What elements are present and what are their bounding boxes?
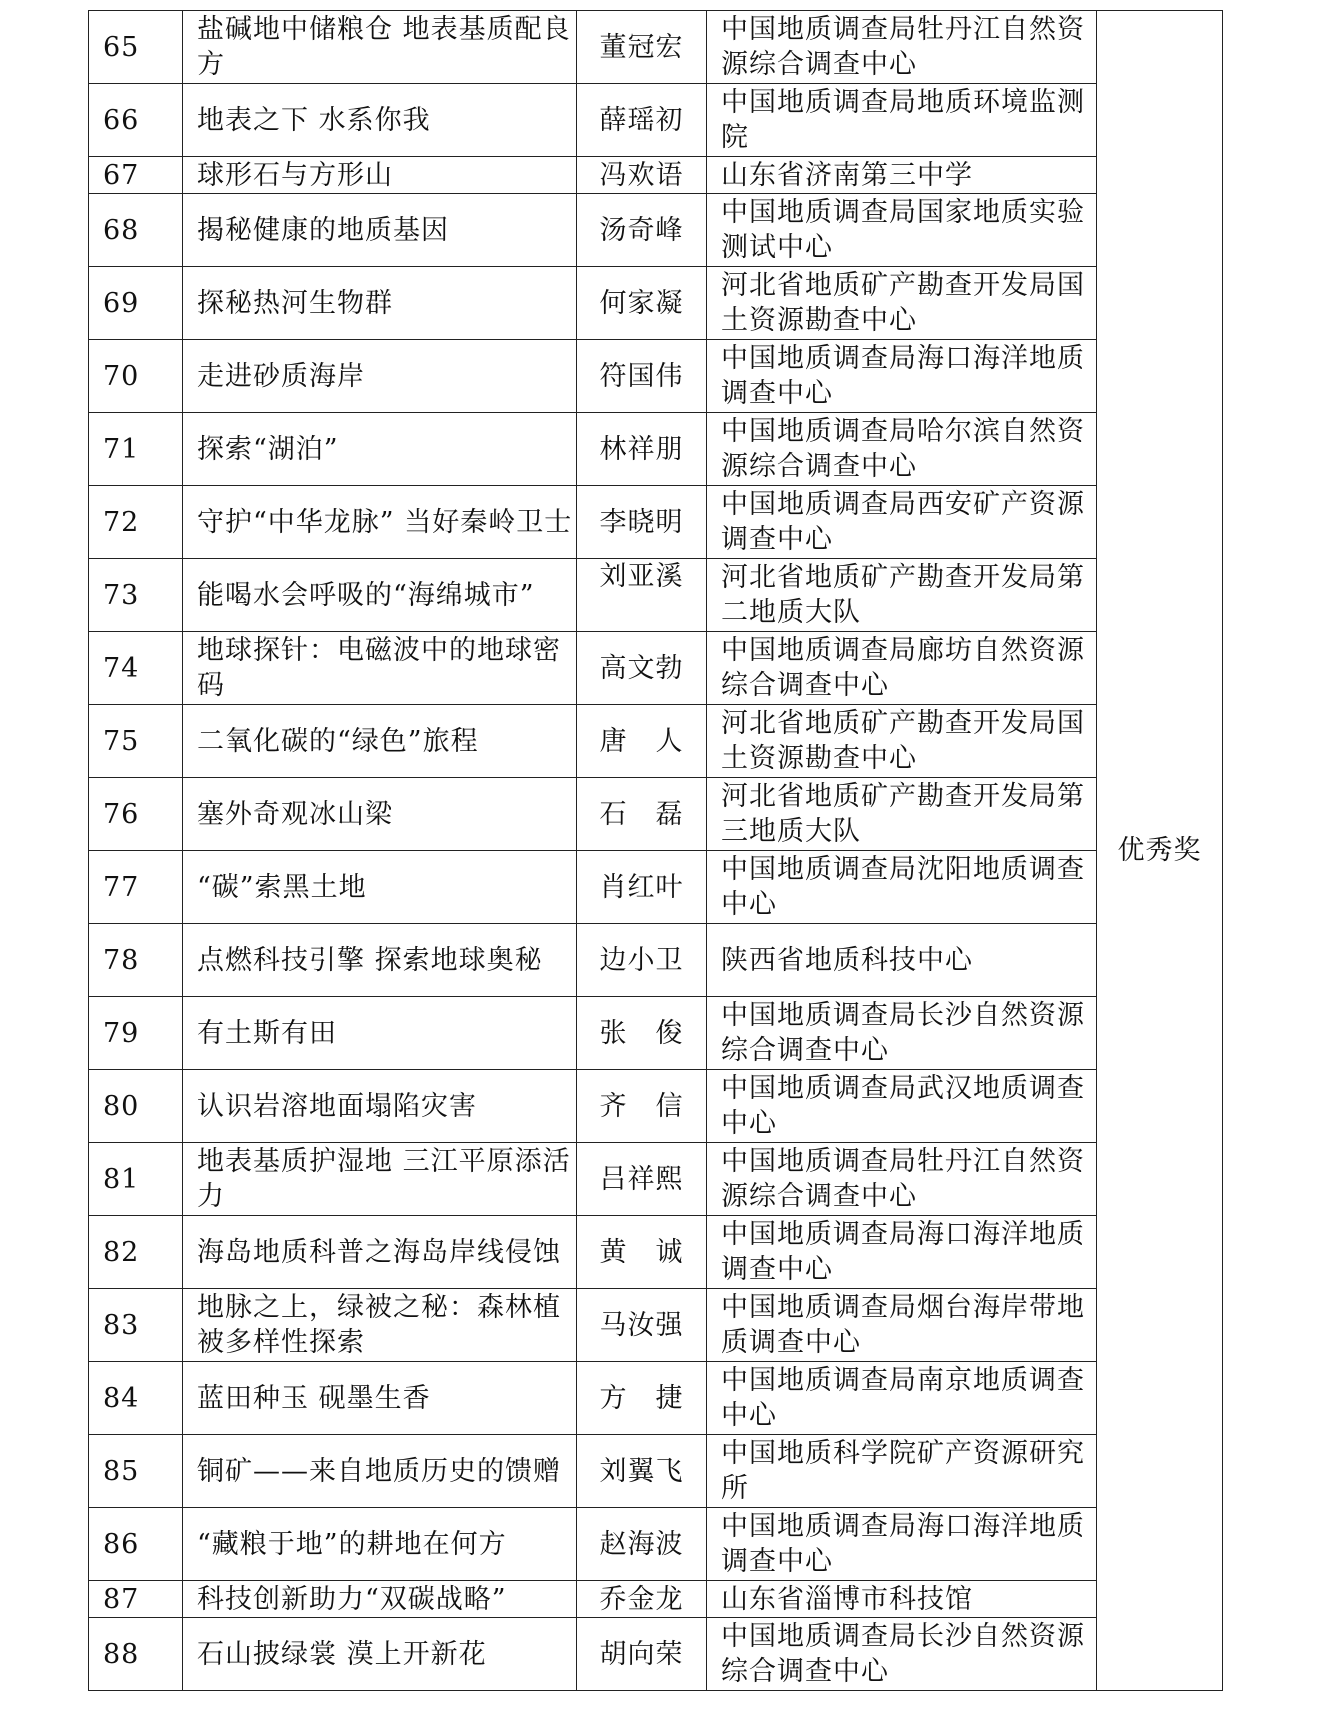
entry-unit: 中国地质调查局武汉地质调查中心	[707, 1070, 1097, 1143]
table-row	[89, 1508, 1223, 1581]
table-row	[89, 632, 1223, 705]
entry-unit: 中国地质调查局沈阳地质调查中心	[707, 851, 1097, 924]
entry-unit: 山东省济南第三中学	[707, 157, 1097, 194]
entry-unit: 山东省淄博市科技馆	[707, 1581, 1097, 1618]
entry-number: 75	[89, 705, 183, 778]
entry-author: 马汝强	[577, 1289, 707, 1362]
entry-number: 67	[89, 157, 183, 194]
entry-title: 塞外奇观冰山梁	[183, 778, 577, 851]
entry-author: 吕祥熙	[577, 1143, 707, 1216]
entry-number: 72	[89, 486, 183, 559]
entry-unit: 河北省地质矿产勘查开发局第三地质大队	[707, 778, 1097, 851]
entry-title: 铜矿——来自地质历史的馈赠	[183, 1435, 577, 1508]
entry-unit: 河北省地质矿产勘查开发局国土资源勘查中心	[707, 705, 1097, 778]
table-row	[89, 340, 1223, 413]
entry-author: 黄 诚	[577, 1216, 707, 1289]
table-row	[89, 1435, 1223, 1508]
table-row	[89, 1143, 1223, 1216]
entry-author: 肖红叶	[577, 851, 707, 924]
entry-number: 78	[89, 924, 183, 997]
entry-title: 科技创新助力“双碳战略”	[183, 1581, 577, 1618]
entry-author: 高文勃	[577, 632, 707, 705]
entry-number: 85	[89, 1435, 183, 1508]
award-table	[88, 10, 1223, 1691]
table-row	[89, 1581, 1223, 1618]
table-row	[89, 1618, 1223, 1691]
entry-unit: 中国地质调查局烟台海岸带地质调查中心	[707, 1289, 1097, 1362]
entry-number: 65	[89, 11, 183, 84]
entry-author: 齐 信	[577, 1070, 707, 1143]
entry-author: 冯欢语	[577, 157, 707, 194]
table-row	[89, 1216, 1223, 1289]
entry-number: 81	[89, 1143, 183, 1216]
entry-unit: 河北省地质矿产勘查开发局国土资源勘查中心	[707, 267, 1097, 340]
entry-unit: 中国地质调查局廊坊自然资源综合调查中心	[707, 632, 1097, 705]
entry-author: 刘亚溪	[577, 559, 707, 632]
table-row	[89, 705, 1223, 778]
entry-title: 点燃科技引擎 探索地球奥秘	[183, 924, 577, 997]
entry-unit: 中国地质调查局海口海洋地质调查中心	[707, 1216, 1097, 1289]
entry-number: 84	[89, 1362, 183, 1435]
entry-unit: 陕西省地质科技中心	[707, 924, 1097, 997]
table-row	[89, 413, 1223, 486]
entry-title: 石山披绿裳 漠上开新花	[183, 1618, 577, 1691]
entry-author: 方 捷	[577, 1362, 707, 1435]
entry-title: 海岛地质科普之海岛岸线侵蚀	[183, 1216, 577, 1289]
table-row	[89, 84, 1223, 157]
entry-author: 石 磊	[577, 778, 707, 851]
entry-author: 汤奇峰	[577, 194, 707, 267]
entry-number: 73	[89, 559, 183, 632]
entry-author: 刘翼飞	[577, 1435, 707, 1508]
table-row	[89, 1362, 1223, 1435]
entry-title: 地表之下 水系你我	[183, 84, 577, 157]
entry-number: 83	[89, 1289, 183, 1362]
entry-number: 86	[89, 1508, 183, 1581]
entry-number: 74	[89, 632, 183, 705]
entry-author: 唐 人	[577, 705, 707, 778]
entry-unit: 中国地质调查局海口海洋地质调查中心	[707, 1508, 1097, 1581]
entry-title: 守护“中华龙脉” 当好秦岭卫士	[183, 486, 577, 559]
table-row	[89, 924, 1223, 997]
table-row	[89, 778, 1223, 851]
entry-number: 79	[89, 997, 183, 1070]
entry-number: 66	[89, 84, 183, 157]
entry-title: 有土斯有田	[183, 997, 577, 1070]
entry-title: 揭秘健康的地质基因	[183, 194, 577, 267]
entry-title: 地表基质护湿地 三江平原添活力	[183, 1143, 577, 1216]
entry-number: 77	[89, 851, 183, 924]
entry-author: 李晓明	[577, 486, 707, 559]
table-row	[89, 194, 1223, 267]
table-row	[89, 157, 1223, 194]
entry-title: 二氧化碳的“绿色”旅程	[183, 705, 577, 778]
entry-number: 87	[89, 1581, 183, 1618]
entry-author: 胡向荣	[577, 1618, 707, 1691]
entry-title: “藏粮于地”的耕地在何方	[183, 1508, 577, 1581]
entry-author: 董冠宏	[577, 11, 707, 84]
entry-author: 乔金龙	[577, 1581, 707, 1618]
entry-unit: 中国地质调查局牡丹江自然资源综合调查中心	[707, 1143, 1097, 1216]
entry-title: 地球探针：电磁波中的地球密码	[183, 632, 577, 705]
table-row	[89, 559, 1223, 632]
entry-number: 69	[89, 267, 183, 340]
entry-unit: 中国地质调查局国家地质实验测试中心	[707, 194, 1097, 267]
entry-title: 走进砂质海岸	[183, 340, 577, 413]
entry-number: 80	[89, 1070, 183, 1143]
entry-title: 能喝水会呼吸的“海绵城市”	[183, 559, 577, 632]
entry-author: 张 俊	[577, 997, 707, 1070]
entry-unit: 中国地质调查局哈尔滨自然资源综合调查中心	[707, 413, 1097, 486]
table-row	[89, 486, 1223, 559]
entry-unit: 中国地质调查局牡丹江自然资源综合调查中心	[707, 11, 1097, 84]
entry-author: 边小卫	[577, 924, 707, 997]
entry-unit: 中国地质科学院矿产资源研究所	[707, 1435, 1097, 1508]
entry-unit: 中国地质调查局地质环境监测院	[707, 84, 1097, 157]
entry-author: 林祥朋	[577, 413, 707, 486]
entry-unit: 河北省地质矿产勘查开发局第二地质大队	[707, 559, 1097, 632]
award-level: 优秀奖	[1097, 11, 1223, 1691]
entry-author: 符国伟	[577, 340, 707, 413]
entry-number: 88	[89, 1618, 183, 1691]
entry-author: 赵海波	[577, 1508, 707, 1581]
entry-unit: 中国地质调查局西安矿产资源调查中心	[707, 486, 1097, 559]
entry-author: 何家凝	[577, 267, 707, 340]
table-row	[89, 1289, 1223, 1362]
entry-unit: 中国地质调查局南京地质调查中心	[707, 1362, 1097, 1435]
entry-author: 薛瑶初	[577, 84, 707, 157]
table-row	[89, 267, 1223, 340]
entry-number: 68	[89, 194, 183, 267]
entry-title: 认识岩溶地面塌陷灾害	[183, 1070, 577, 1143]
entry-number: 76	[89, 778, 183, 851]
entry-number: 82	[89, 1216, 183, 1289]
entry-title: 探秘热河生物群	[183, 267, 577, 340]
entry-title: 探索“湖泊”	[183, 413, 577, 486]
table-row	[89, 1070, 1223, 1143]
entry-unit: 中国地质调查局海口海洋地质调查中心	[707, 340, 1097, 413]
entry-title: 盐碱地中储粮仓 地表基质配良方	[183, 11, 577, 84]
table-row	[89, 11, 1223, 84]
entry-title: 地脉之上，绿被之秘：森林植被多样性探索	[183, 1289, 577, 1362]
entry-title: 球形石与方形山	[183, 157, 577, 194]
entry-unit: 中国地质调查局长沙自然资源综合调查中心	[707, 1618, 1097, 1691]
entry-unit: 中国地质调查局长沙自然资源综合调查中心	[707, 997, 1097, 1070]
table-row	[89, 997, 1223, 1070]
entry-number: 71	[89, 413, 183, 486]
table-row	[89, 851, 1223, 924]
award-table-body	[89, 11, 1223, 1691]
entry-number: 70	[89, 340, 183, 413]
entry-title: “碳”索黑土地	[183, 851, 577, 924]
entry-title: 蓝田种玉 砚墨生香	[183, 1362, 577, 1435]
